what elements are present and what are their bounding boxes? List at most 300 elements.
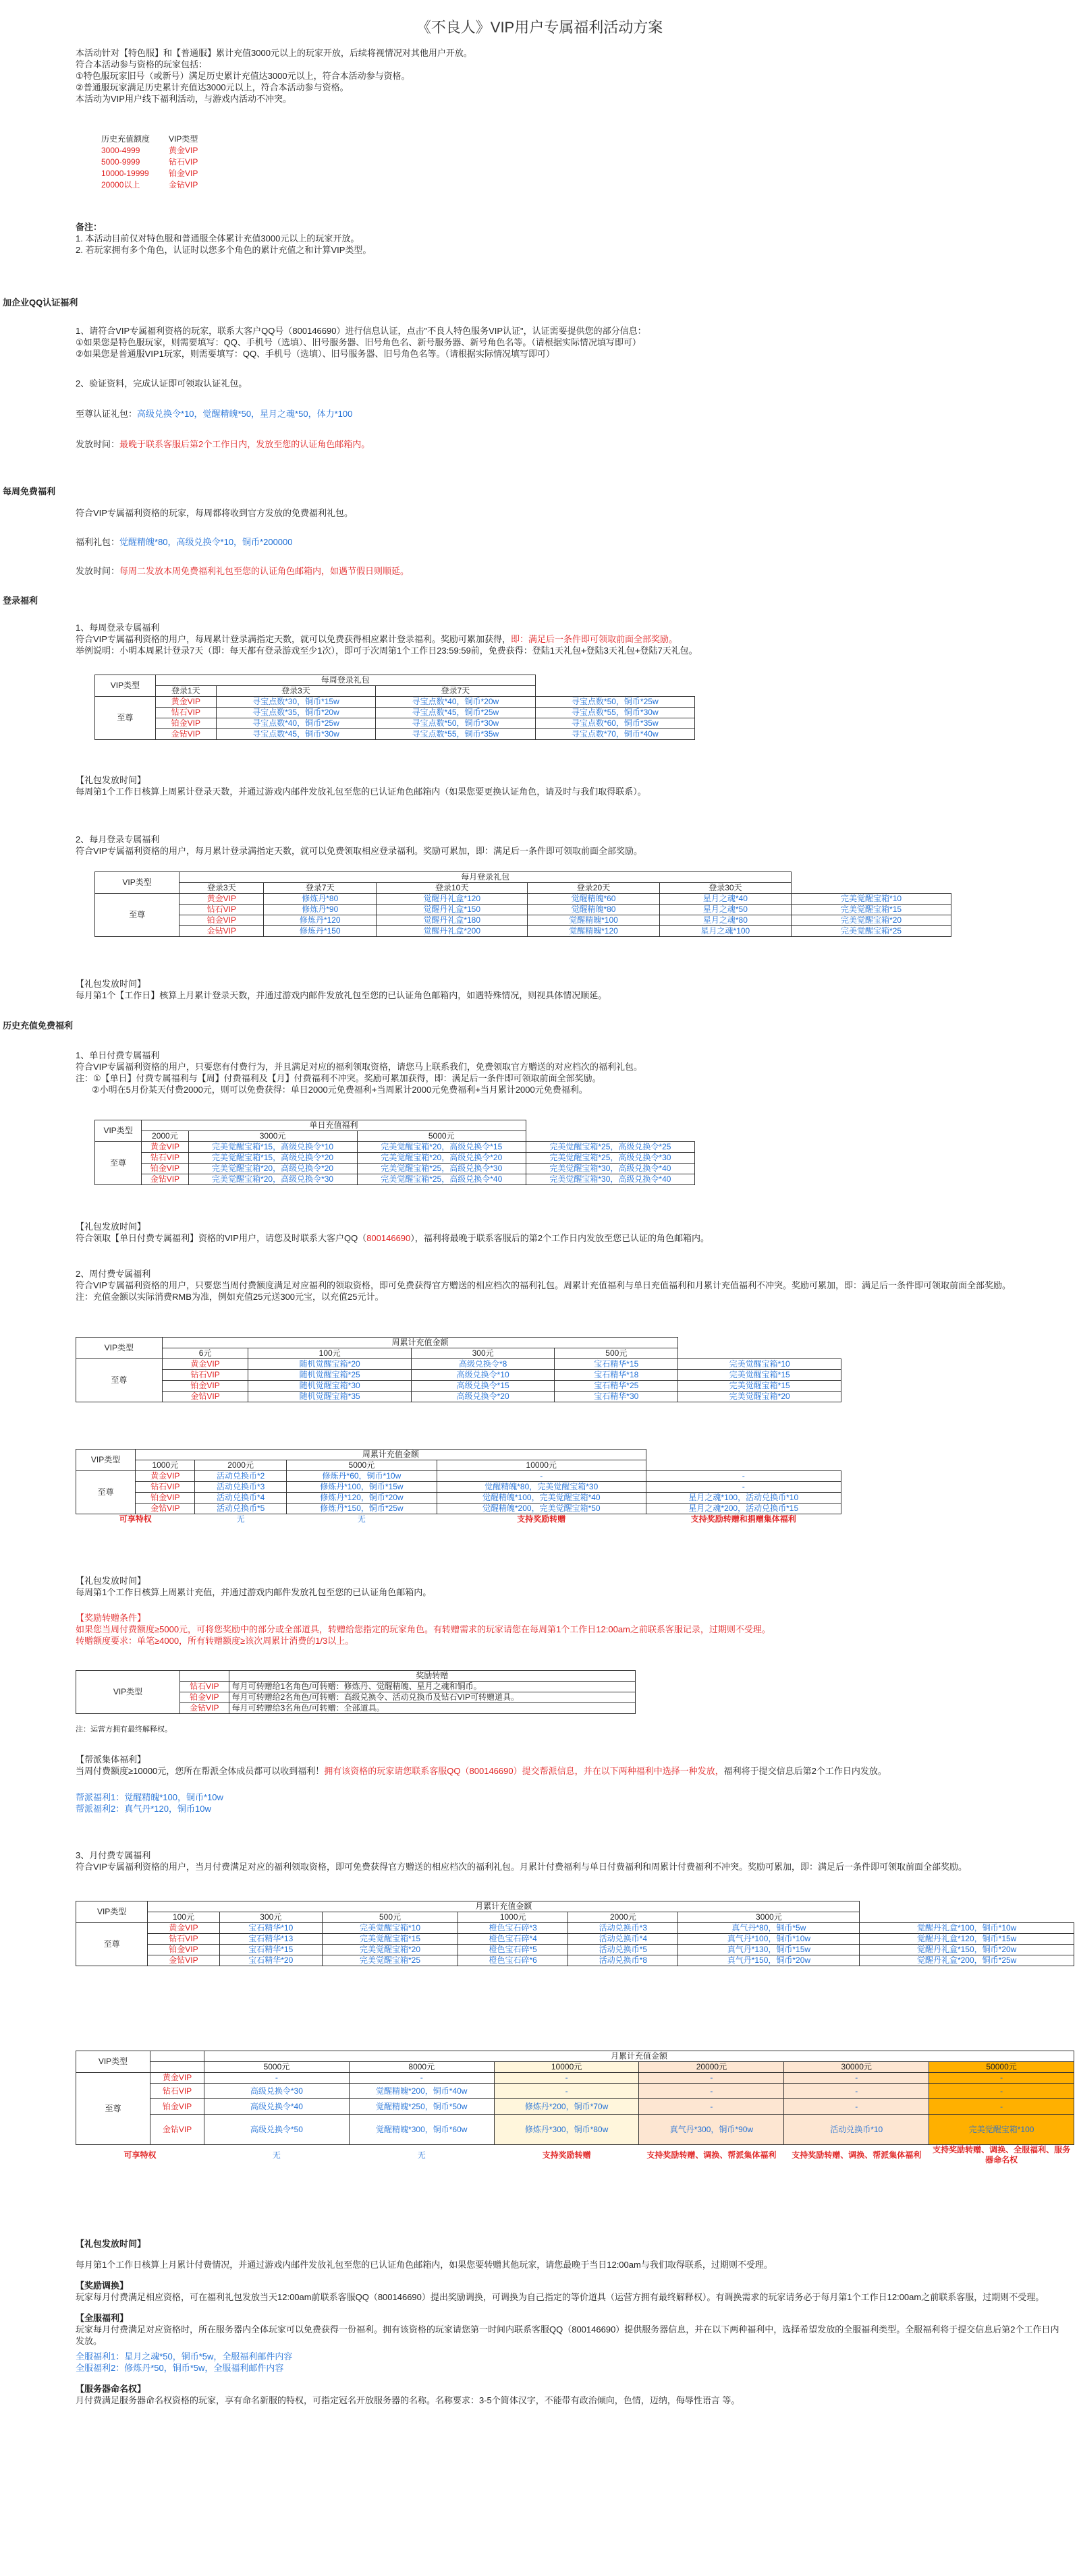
sub-head: 【奖励转赠条件】 [76,1613,146,1623]
cell: 橙色宝石碎*5 [458,1945,568,1955]
cell: 完美觉醒宝箱*15 [322,1934,458,1945]
vip-cell: 铂金VIP [155,718,216,729]
cell: 星月之魂*100 [659,926,791,937]
col-vip: VIP类型 [76,1450,136,1471]
s2-line: 符合VIP专属福利资格的玩家，每周都将收到官方发放的免费福利礼包。 [76,508,353,518]
p-text: ），福利将最晚于联系客服后的第2个工作日内发放至您已认证的角色邮箱内。 [410,1233,709,1243]
cell: 完美觉醒宝箱*20 [322,1945,458,1955]
cell: 完美觉醒宝箱*20，高级兑换令*20 [357,1153,526,1164]
cell: 觉醒精魄*200，铜币*40w [349,2084,494,2099]
cell: 寻宝点数*60，铜币*35w [535,718,694,729]
cell: 修炼丹*80 [264,894,377,905]
cell: 寻宝点数*40，铜币*25w [216,718,375,729]
remark-title: 备注： [76,222,103,232]
row-zhizun: 至尊 [76,1359,163,1402]
cell: 活动兑换币*10 [784,2115,929,2145]
cell: 觉醒丹礼盒*100，铜币*10w [860,1923,1074,1934]
cell: 觉醒精魄*200，完美觉醒宝箱*50 [437,1504,646,1514]
sub-head: 3、月付费专属福利 [76,1850,151,1860]
p-text: 如果您当周付费额度≥5000元，可将您奖励中的部分或全部道具，转赠给您指定的玩家角色。有转赠需求的玩家请您在每周第1个工作日12:00am之前联系客服记录，过期则不受理。 [76,1624,771,1634]
cell: - [784,2099,929,2115]
p-text: 符合VIP专属福利资格的用户，当月付费满足对应的福利领取资格，即可免费获得官方赠送的相应档次的福利礼包。月累计付费福利与单日付费福利和周累计付费福利不冲突。奖励可累加，即：满足后一条件即可领取前面全部奖励。 [76,1862,967,1872]
cell: 随机觉醒宝箱*35 [248,1392,412,1402]
group-header: 月累计充值金额 [148,1901,860,1912]
col-header: 登录3天 [216,686,375,697]
p-text: 注：充值金额以实际消费RMB为准，例如充值25元送300元宝，以充值25元计。 [76,1292,384,1302]
col-header: 30000元 [784,2062,929,2073]
section-title: 每周免费福利 [3,486,56,496]
col-header: 5000元 [357,1131,526,1142]
privilege-cell: 支持奖励转赠 [542,2150,591,2160]
row-zhizun: 至尊 [95,697,156,740]
cell: 完美觉醒宝箱*15 [792,905,951,915]
tier-type: 黄金VIP [169,146,198,155]
monthly-login-table [94,871,951,937]
col-header: 2000元 [142,1131,188,1142]
section-title: 登录福利 [3,596,38,606]
col-header: 5000元 [204,2062,350,2073]
gift-label: 福利礼包： [76,537,120,547]
cell: 觉醒丹礼盒*150 [377,905,528,915]
cell: 寻宝点数*55，铜币*35w [376,729,535,740]
cell: 星月之魂*80 [659,915,791,926]
cell: 宝石精华*20 [219,1955,322,1966]
vip-cell: 铂金VIP [179,915,264,926]
cell: 每月可转赠给1名角色/可转赠：修炼丹、觉醒精魄、星月之魂和铜币。 [229,1682,635,1692]
cell: 橙色宝石碎*3 [458,1923,568,1934]
cell: 星月之魂*50 [659,905,791,915]
send-value: 每周二发放本周免费福利礼包至您的认证角色邮箱内，如遇节假日则顺延。 [119,566,410,576]
cell: 完美觉醒宝箱*25 [322,1955,458,1966]
vip-cell: 金钻VIP [162,1392,248,1402]
vip-tier-table [101,134,217,191]
cell: 完美觉醒宝箱*25 [792,926,951,937]
privilege-label: 可享特权 [119,1514,152,1524]
vip-cell: 金钻VIP [155,729,216,740]
vip-cell: 黄金VIP [150,2073,204,2084]
cell: 寻宝点数*50，铜币*30w [376,718,535,729]
group-header: 周累计充值金额 [136,1450,646,1460]
vip-cell: 金钻VIP [148,1955,219,1966]
col-vip: VIP类型 [95,872,179,894]
p-text: 每周第1个工作日核算上周累计登录天数，并通过游戏内邮件发放礼包至您的已认证角色邮箱内（如果您要更换认证角色，请及时与我们取得联系）。 [76,786,646,797]
s1-body [76,325,1061,360]
cell: 觉醒精魄*120 [528,926,659,937]
cell: 完美觉醒宝箱*25，高级兑换令*30 [357,1164,526,1174]
cell: - [494,2084,639,2099]
cell: 完美觉醒宝箱*25，高级兑换令*40 [357,1174,526,1185]
cell: 高级兑换令*10 [411,1370,554,1381]
col-header: 3000元 [188,1131,357,1142]
cell: 完美觉醒宝箱*15 [678,1381,841,1392]
p-text: 每月第1个工作日核算上月累计付费情况，并通过游戏内邮件发放礼包至您的已认证角色邮箱内，如果您要转赠其他玩家，请您最晚于当日12:00am与我们取得联系，过期则不受理。 [76,2260,773,2270]
send-value: 最晚于联系客服后第2个工作日内，发放至您的认证角色邮箱内。 [119,439,370,449]
privilege-cell: 无 [417,2150,426,2160]
qq-number: 800146690 [366,1233,411,1243]
intro-line: 本活动针对【特色服】和【普通服】累计充值3000元以上的玩家开放，后续将视情况对其他用户开放。 [76,48,472,58]
intro-line: 本活动为VIP用户线下福利活动，与游戏内活动不冲突。 [76,94,292,104]
col-header: 500元 [555,1348,678,1359]
col-header: 登录7天 [264,883,377,894]
cell: - [639,2084,784,2099]
remark-line: 1. 本活动目前仅对特色服和普通服全体累计充值3000元以上的玩家开放。 [76,233,360,244]
cell: - [639,2073,784,2084]
cell: 高级兑换令*50 [204,2115,350,2145]
s2-gift [76,536,1061,548]
tier-header: VIP类型 [169,134,198,144]
s1-step2: 2、验证资料，完成认证即可领取认证礼包。 [76,378,248,389]
cell: 完美觉醒宝箱*20，高级兑换令*30 [188,1174,357,1185]
privilege-cell: 支持奖励转赠和捐赠集体福利 [690,1514,796,1524]
s1-line: 1、请符合VIP专属福利资格的玩家，联系大客户QQ号（800146690）进行信息认证，点击"不良人特色服务VIP认证"，认证需要提供您的部分信息： [76,326,646,336]
single-day-table [94,1120,695,1185]
cell: 修炼丹*200，铜币*70w [494,2099,639,2115]
cell: 每月可转赠给3名角色/可转赠：全部道具。 [229,1703,635,1714]
cell: 完美觉醒宝箱*20 [792,915,951,926]
group-header: 每月登录礼包 [179,872,792,883]
gift-value: 高级兑换令*10，觉醒精魄*50，星月之魂*50，体力*100 [137,409,353,419]
send-label: 发放时间： [76,439,120,449]
blank-header [180,1671,229,1682]
cell: 觉醒丹礼盒*200 [377,926,528,937]
cell: 完美觉醒宝箱*10 [678,1359,841,1370]
vip-cell: 铂金VIP [142,1164,188,1174]
cell: 星月之魂*40 [659,894,791,905]
cell: 星月之魂*100，活动兑换币*10 [646,1493,841,1504]
send-label: 发放时间： [76,566,120,576]
p-text: 当周付费额度≥10000元，您所在帮派全体成员都可以收到福利！ [76,1766,325,1776]
privilege-cell: 无 [236,1514,245,1524]
cell: 觉醒精魄*80 [528,905,659,915]
cell: 寻宝点数*45，铜币*25w [376,708,535,718]
cell: 真气丹*80，铜币*5w [678,1923,860,1934]
cell: 宝石精华*30 [555,1392,678,1402]
transfer-conditions [76,1612,1061,1647]
p-text-red: 即：满足后一条件即可领取前面全部奖励。 [510,634,677,644]
col-vip: VIP类型 [76,1671,180,1714]
cell: 修炼丹*60，铜币*10w [286,1471,437,1482]
remark [76,221,1061,256]
vip-cell: 钻石VIP [136,1482,195,1493]
cell: 修炼丹*120，铜币*20w [286,1493,437,1504]
cell: - [494,2073,639,2084]
vip-cell: 钻石VIP [179,905,264,915]
s3-t2-send [76,978,1061,1001]
group-header: 奖励转赠 [229,1671,635,1682]
p-text: 符合VIP专属福利资格的用户，只要您当周付费额度满足对应福利的领取资格，即可免费获得官方赠送的相应档次的福利礼包。周累计充值福利与单日充值福利和月累计充值福利不冲突。奖励可累加，即：满足后一条件即可领取前面全部奖励。 [76,1280,1011,1290]
cell: 觉醒丹礼盒*120 [377,894,528,905]
p-text: 符合VIP专属福利资格的用户，每周累计登录满指定天数，就可以免费获得相应累计登录福利。奖励可累加获得， [76,634,511,644]
vip-cell: 铂金VIP [150,2099,204,2115]
col-header: 50000元 [929,2062,1074,2073]
col-header: 20000元 [639,2062,784,2073]
cell: 完美觉醒宝箱*15，高级兑换令*20 [188,1153,357,1164]
cell: 完美觉醒宝箱*100 [929,2115,1074,2145]
cell: 随机觉醒宝箱*20 [248,1359,412,1370]
p-text: 玩家每月付费满足对应资格时，所在服务器内全体玩家可以免费获得一份福利。拥有该资格的玩家请您第一时间内联系客服QQ（800146690）提供服务器信息，并在以下两种福利中，选择希望发放的全服福利类型。全服福利将于提交信息后第2个工作日内发放。 [76,2324,1059,2346]
cell: 活动兑换币*3 [195,1482,286,1493]
col-header: 5000元 [286,1460,437,1471]
vip-cell: 金钻VIP [150,2115,204,2145]
col-header: 2000元 [195,1460,286,1471]
section-title: 历史充值免费福利 [3,1021,74,1031]
vip-cell: 铂金VIP [148,1945,219,1955]
cell: - [437,1471,646,1482]
tier-range: 20000以上 [101,180,140,190]
section-title: 加企业QQ认证福利 [3,297,78,308]
s4-p1 [76,1050,1061,1095]
cell: 寻宝点数*70，铜币*40w [535,729,694,740]
p-text: 福利将于提交信息后第2个工作日内发放。 [723,1766,887,1776]
group-header: 单日充值福利 [142,1120,526,1131]
vip-cell: 金钻VIP [179,926,264,937]
cell: 觉醒丹礼盒*150，铜币*20w [860,1945,1074,1955]
cell: 觉醒精魄*100 [528,915,659,926]
cell: 寻宝点数*40，铜币*20w [376,697,535,708]
cell: 宝石精华*18 [555,1370,678,1381]
s4-p2 [76,1268,1061,1303]
col-header: 300元 [219,1912,322,1923]
cell: - [646,1482,841,1493]
group-header: 周累计充值金额 [162,1338,678,1348]
sub-head: 【服务器命名权】 [76,2384,146,2394]
cell: - [929,2073,1074,2084]
col-header: 300元 [411,1348,554,1359]
cell: - [784,2084,929,2099]
cell: 完美觉醒宝箱*25，高级兑换令*30 [526,1153,694,1164]
cell: 觉醒精魄*100，完美觉醒宝箱*40 [437,1493,646,1504]
cell: 寻宝点数*35，铜币*20w [216,708,375,718]
s3-t1-send [76,774,1061,797]
privilege-cell: 支持奖励转赠、调换、全服福利、服务器命名权 [933,2145,1071,2165]
page-title: 《不良人》VIP用户专属福利活动方案 [416,19,663,36]
cell: 完美觉醒宝箱*20 [678,1392,841,1402]
cell: 觉醒精魄*60 [528,894,659,905]
cell: 完美觉醒宝箱*10 [322,1923,458,1934]
cell: 随机觉醒宝箱*25 [248,1370,412,1381]
gift-label: 至尊认证礼包： [76,409,138,419]
cell: 宝石精华*13 [219,1934,322,1945]
cell: 活动兑换币*5 [568,1945,678,1955]
s4-p3 [76,1850,1061,1872]
col-header: 登录10天 [377,883,528,894]
collective-options [76,1792,1061,1814]
vip-cell: 钻石VIP [148,1934,219,1945]
col-header: 登录7天 [376,686,535,697]
tier-range: 10000-19999 [101,169,149,178]
sub-head: 【礼包发放时间】 [76,1222,146,1232]
cell: 高级兑换令*15 [411,1381,554,1392]
col-vip: VIP类型 [95,675,156,697]
p-text: ②小明在5月份某天付费2000元，则可以免费获得：单日2000元免费福利+当周累计2000元免费福利+当月累计2000元免费福利。 [92,1085,588,1095]
cell: - [639,2099,784,2115]
intro-line: 符合本活动参与资格的玩家包括： [76,59,208,69]
p-text: 举例说明：小明本周累计登录7天（即：每天都有登录游戏至少1次），即可于次周第1个工作日23:59:59前，免费获得：登陆1天礼包+登陆3天礼包+登陆7天礼包。 [76,646,698,656]
p-text: 每周第1个工作日核算上周累计充值，并通过游戏内邮件发放礼包至您的已认证角色邮箱内。 [76,1587,432,1597]
tier-range: 5000-9999 [101,157,140,167]
monthly-pay-table-1 [76,1901,1074,1966]
cell: 寻宝点数*45，铜币*30w [216,729,375,740]
vip-cell: 钻石VIP [180,1682,229,1692]
sub-head: 2、每月登录专属福利 [76,834,160,845]
sub-head: 【奖励调换】 [76,2281,129,2291]
s2-send [76,565,1061,577]
col-header: 登录20天 [528,883,659,894]
cell: - [929,2084,1074,2099]
col-header: 10000元 [494,2062,639,2073]
intro [76,47,1061,105]
tier-type: 铂金VIP [169,169,198,178]
cell: 高级兑换令*20 [411,1392,554,1402]
cell: 寻宝点数*50，铜币*25w [535,697,694,708]
weekly-pay-table-1 [76,1337,841,1402]
privilege-label: 可享特权 [123,2150,157,2160]
cell: 完美觉醒宝箱*20，高级兑换令*20 [188,1164,357,1174]
cell: 修炼丹*90 [264,905,377,915]
cell: - [646,1471,841,1482]
cell: 活动兑换币*5 [195,1504,286,1514]
s4-t3-send [76,1221,1061,1244]
tier-range: 3000-4999 [101,146,140,155]
col-vip: VIP类型 [95,1120,142,1142]
p-text: 符合VIP专属福利资格的用户，只要您有付费行为，并且满足对应的福利领取资格，请您马上联系我们，免费领取官方赠送的对应档次的福利礼包。 [76,1062,642,1072]
weekly-login-table [94,675,695,740]
row-zhizun: 至尊 [95,1142,142,1185]
sub-head: 【帮派集体福利】 [76,1754,146,1765]
row-zhizun: 至尊 [95,894,179,937]
vip-cell: 钻石VIP [155,708,216,718]
vip-cell: 钻石VIP [142,1153,188,1164]
cell: 完美觉醒宝箱*15，高级兑换令*10 [188,1142,357,1153]
vip-cell: 钻石VIP [150,2084,204,2099]
col-vip: VIP类型 [76,2051,150,2073]
monthly-pay-table-2 [76,2051,1074,2165]
cell: 活动兑换币*2 [195,1471,286,1482]
col-header: 6元 [162,1348,248,1359]
col-header: 10000元 [437,1460,646,1471]
cell: 完美觉醒宝箱*20，高级兑换令*15 [357,1142,526,1153]
cell: 寻宝点数*30，铜币*15w [216,697,375,708]
cell: 修炼丹*100，铜币*15w [286,1482,437,1493]
cell: 真气丹*150，铜币*20w [678,1955,860,1966]
row-zhizun: 至尊 [76,1923,148,1966]
s1-gift [76,408,1061,420]
col-header: 登录30天 [659,883,791,894]
vip-cell: 金钻VIP [136,1504,195,1514]
cell: 真气丹*300，铜币*90w [639,2115,784,2145]
col-header: 8000元 [349,2062,494,2073]
cell: 觉醒丹礼盒*120，铜币*15w [860,1934,1074,1945]
transfer-table [76,1670,636,1714]
cell: 寻宝点数*55，铜币*30w [535,708,694,718]
cell: 修炼丹*150，铜币*25w [286,1504,437,1514]
p-text-red: 拥有该资格的玩家请您联系客服QQ（800146690）提交帮派信息，并在以下两种福利中选择一种发放， [324,1766,724,1776]
transfer-note: 注：运营方拥有最终解释权。 [76,1725,172,1734]
cell: 真气丹*100，铜币*10w [678,1934,860,1945]
vip-cell: 铂金VIP [180,1692,229,1703]
p-text: 转赠额度要求：单笔≥4000，所有转赠额度≥该次周累计消费的1/3以上。 [76,1636,354,1646]
vip-cell: 黄金VIP [136,1471,195,1482]
vip-cell: 金钻VIP [142,1174,188,1185]
cell: 修炼丹*120 [264,915,377,926]
col-header: 100元 [248,1348,412,1359]
tier-header: 历史充值额度 [101,134,150,144]
cell: 每月可转赠给2名角色/可转赠：高级兑换令、活动兑换币及钻石VIP可转赠道具。 [229,1692,635,1703]
cell: 修炼丹*300，铜币*80w [494,2115,639,2145]
cell: 宝石精华*10 [219,1923,322,1934]
col-header: 登录1天 [155,686,216,697]
vip-cell: 金钻VIP [180,1703,229,1714]
cell: 觉醒精魄*250，铜币*50w [349,2099,494,2115]
cell: 觉醒精魄*300，铜币*60w [349,2115,494,2145]
s1-line: ②如果您是普通服VIP1玩家，则需要填写：QQ、手机号（选填）、旧号服务器、旧号角色名等。（请根据实际情况填写即可） [76,349,555,359]
cell: 橙色宝石碎*6 [458,1955,568,1966]
privilege-cell: 支持奖励转赠、调换、帮派集体福利 [646,2150,777,2160]
vip-cell: 黄金VIP [179,894,264,905]
intro-line: ②普通服玩家满足历史累计充值达3000元以上，符合本活动参与资格。 [76,82,349,92]
option: 帮派福利2：真气丹*120，铜币10w [76,1804,211,1814]
vip-cell: 钻石VIP [162,1370,248,1381]
cell: - [349,2073,494,2084]
cell: 完美觉醒宝箱*10 [792,894,951,905]
cell: 完美觉醒宝箱*30，高级兑换令*40 [526,1164,694,1174]
weekly-pay-table-2 [76,1449,841,1524]
vip-cell: 黄金VIP [155,697,216,708]
vip-cell: 铂金VIP [136,1493,195,1504]
s3-p1 [76,622,1061,656]
privilege-cell: 无 [272,2150,281,2160]
privilege-cell: 支持奖励转赠 [517,1514,566,1524]
vip-cell: 黄金VIP [142,1142,188,1153]
privilege-cell: 支持奖励转赠、调换、帮派集体福利 [792,2150,922,2160]
s1-send [76,438,1061,450]
gift-value: 觉醒精魄*80，高级兑换令*10，铜币*200000 [119,537,293,547]
col-header: 3000元 [678,1912,860,1923]
cell: 宝石精华*15 [219,1945,322,1955]
col-header: 1000元 [458,1912,568,1923]
vip-cell: 黄金VIP [148,1923,219,1934]
option: 全服福利2：修炼丹*50，铜币*5w，全服福利邮件内容 [76,2363,284,2373]
remark-line: 2. 若玩家拥有多个角色，认证时以您多个角色的累计充值之和计算VIP类型。 [76,245,372,255]
tier-type: 金钻VIP [169,180,198,190]
cell: 觉醒丹礼盒*180 [377,915,528,926]
cell: 活动兑换币*3 [568,1923,678,1934]
row-zhizun: 至尊 [76,2073,150,2145]
cell: 橙色宝石碎*4 [458,1934,568,1945]
p-text: 玩家每月付费满足相应资格，可在福利礼包发放当天12:00am前联系客服QQ（800146690）提出奖励调换，可调换为自己指定的等价道具（运营方拥有最终解释权）。有调换需求的玩家请务必于每月第1个工作日12:00am之前联系客服，过期则不受理。 [76,2292,1045,2302]
s4-t5-send [76,1575,1061,1598]
cell: - [929,2099,1074,2115]
row-zhizun: 至尊 [76,1471,136,1514]
cell: 宝石精华*25 [555,1381,678,1392]
cell: 觉醒丹礼盒*200，铜币*25w [860,1955,1074,1966]
cell: 觉醒精魄*80，完美觉醒宝箱*30 [437,1482,646,1493]
p-text: 月付费满足服务器命名权资格的玩家，享有命名新服的特权，可指定冠名开放服务器的名称。名称要求：3-5个简体汉字，不能带有政治倾向，色情，迈纳，侮辱性语言 等。 [76,2395,740,2405]
privilege-cell: 无 [357,1514,366,1524]
s1-line: ①如果您是特色服玩家，则需要填写：QQ、手机号（选填）、旧号服务器、旧号角色名、新号服务器、新号角色名等。（请根据实际情况填写即可） [76,337,641,347]
vip-cell: 黄金VIP [162,1359,248,1370]
col-header: 100元 [148,1912,219,1923]
intro-line: ①特色服玩家旧号（或新号）满足历史累计充值达3000元以上，符合本活动参与资格。 [76,71,410,81]
col-vip: VIP类型 [76,1338,163,1359]
cell: 高级兑换令*40 [204,2099,350,2115]
sub-head: 【礼包发放时间】 [76,1576,146,1586]
col-header: 500元 [322,1912,458,1923]
option: 全服福利1：星月之魂*50，铜币*5w，全服福利邮件内容 [76,2351,293,2362]
s3-p2 [76,834,1061,857]
cell: - [204,2073,350,2084]
cell: 星月之魂*200，活动兑换币*15 [646,1504,841,1514]
